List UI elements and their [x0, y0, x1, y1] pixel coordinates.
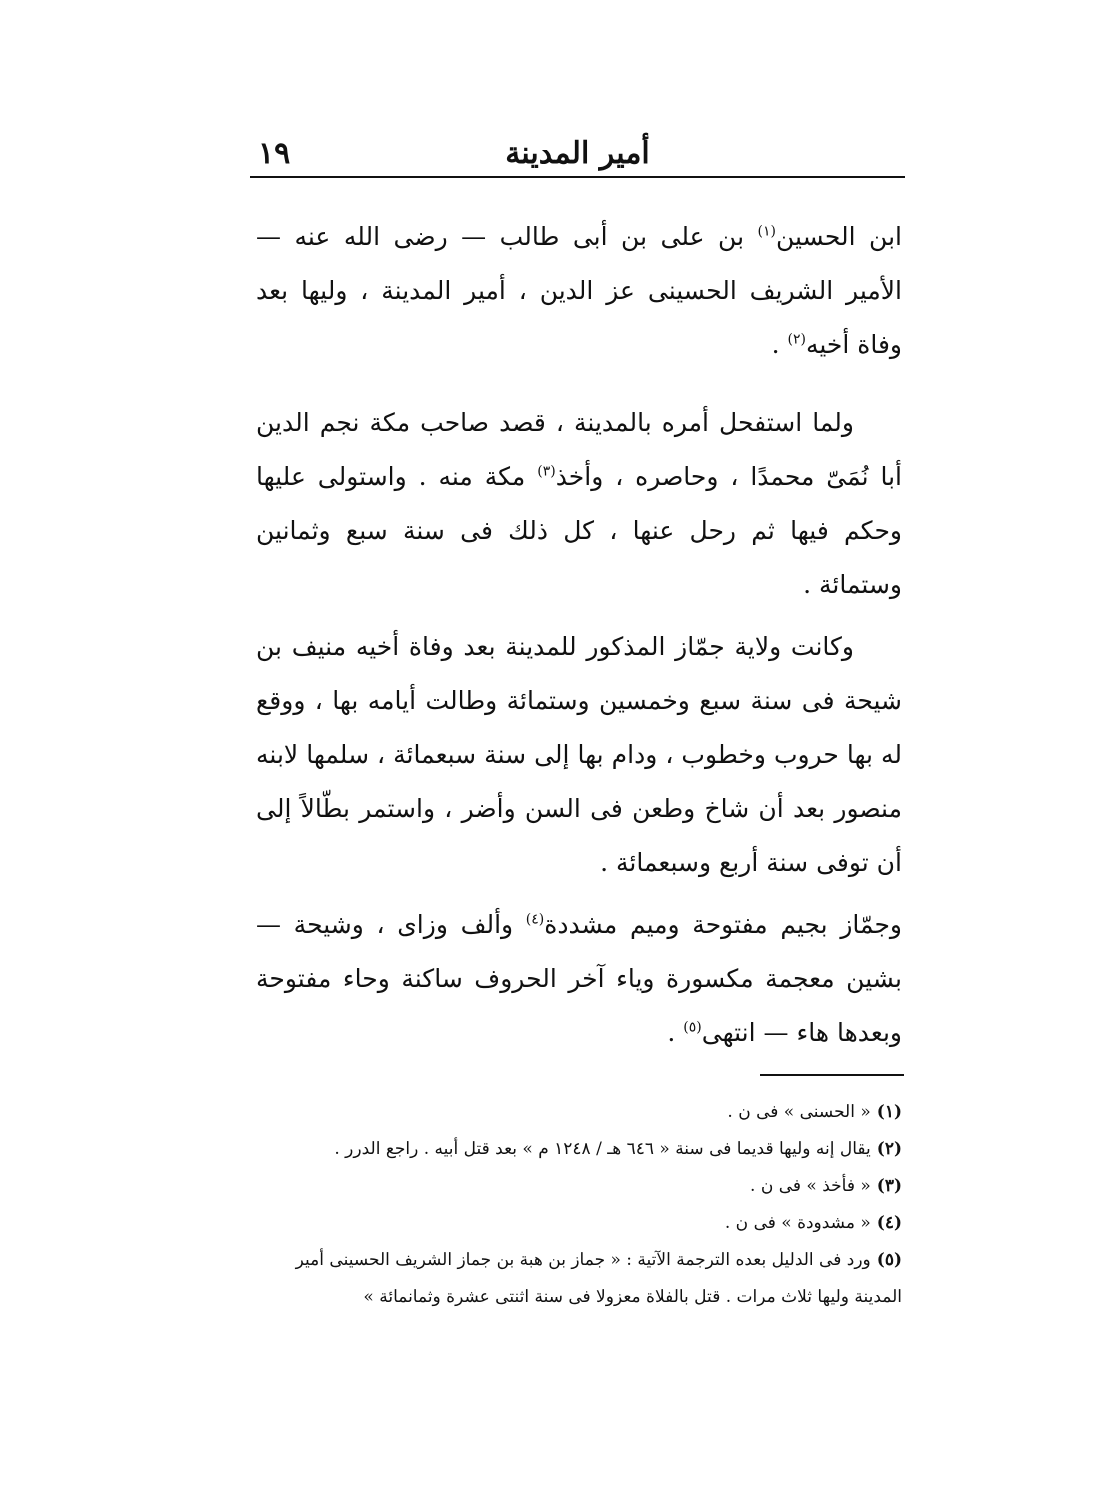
- footnote-ref-4: (٤): [525, 911, 545, 928]
- footnote-text: ورد فى الدليل بعده الترجمة الآتية : « جماز بن هبة بن جماز الشريف الحسينى أمير المدينة وليها ثلاث مرات . قتل بالفلاة معزولا فى سنة اثنتى عشرة وثمانمائة »: [295, 1250, 902, 1307]
- page-number: ١٩: [258, 136, 291, 171]
- paragraph-1: [256, 210, 902, 372]
- footnote-number: (٤): [876, 1213, 902, 1233]
- running-title: أمير المدينة: [505, 136, 650, 171]
- footnote-2: [258, 1131, 902, 1168]
- footnote-rule: [760, 1074, 904, 1076]
- footnote-1: [258, 1094, 902, 1131]
- footnote-ref-1: (١): [757, 223, 776, 240]
- footnote-text: « مشدودة » فى ن .: [724, 1213, 871, 1233]
- paragraph-1-text-c: .: [771, 330, 788, 359]
- paragraph-2-text-b: مكة منه . واستولى عليها وحكم فيها ثم رحل عنها ، كل ذلك فى سنة سبع وثمانين وستمائة .: [256, 462, 902, 599]
- main-text: [256, 210, 902, 1060]
- paragraph-4-text-c: .: [667, 1018, 684, 1047]
- footnote-ref-5: (٥): [683, 1019, 702, 1036]
- footnote-ref-3: (٣): [537, 463, 556, 480]
- footnote-4: [258, 1205, 902, 1242]
- paragraph-2-text-a: ولما استفحل أمره بالمدينة ، قصد صاحب مكة نجم الدين أبا نُمَىّ محمدًا ، وحاصره ، وأخذ: [256, 408, 902, 491]
- paragraph-4-text-a: وجمّاز بجيم مفتوحة وميم مشددة: [544, 910, 902, 939]
- paragraph-4: [256, 898, 902, 1060]
- footnote-text: « الحسنى » فى ن .: [727, 1102, 871, 1122]
- footnote-number: (٣): [876, 1176, 902, 1196]
- footnote-number: (٥): [876, 1250, 902, 1270]
- paragraph-2: [256, 396, 902, 612]
- footnotes: [258, 1094, 902, 1316]
- paragraph-1-text-b: بن على بن أبى طالب — رضى الله عنه — الأمير الشريف الحسينى عز الدين ، أمير المدينة ، وليها بعد وفاة أخيه: [256, 222, 902, 359]
- paragraph-4-text-b: وألف وزاى ، وشيحة — بشين معجمة مكسورة وياء آخر الحروف ساكنة وحاء مفتوحة وبعدها هاء — انتهى: [256, 910, 902, 1047]
- footnote-text: يقال إنه وليها قديما فى سنة « ٦٤٦ هـ / ١٢٤٨ م » بعد قتل أبيه . راجع الدرر .: [334, 1139, 871, 1159]
- page-header: [250, 128, 905, 176]
- footnote-5: [258, 1242, 902, 1316]
- paragraph-3: [256, 620, 902, 890]
- footnote-3: [258, 1168, 902, 1205]
- footnote-text: « فأخذ » فى ن .: [750, 1176, 871, 1196]
- footnote-ref-2: (٢): [787, 331, 806, 348]
- paragraph-3-text: وكانت ولاية جمّاز المذكور للمدينة بعد وفاة أخيه منيف بن شيحة فى سنة سبع وخمسين وستمائة وطالت أيامه بها ، ووقع له بها حروب وخطوب ، ودام بها إلى سنة سبعمائة ، سلمها لابنه منصور بعد أن شاخ وطعن فى السن وأضر ، واستمر بطّالاً إلى أن توفى سنة أربع وسبعمائة .: [256, 632, 902, 877]
- paragraph-1-text-a: ابن الحسين: [775, 222, 902, 251]
- footnote-number: (٢): [876, 1139, 902, 1159]
- header-rule: [250, 176, 905, 178]
- footnote-number: (١): [876, 1102, 902, 1122]
